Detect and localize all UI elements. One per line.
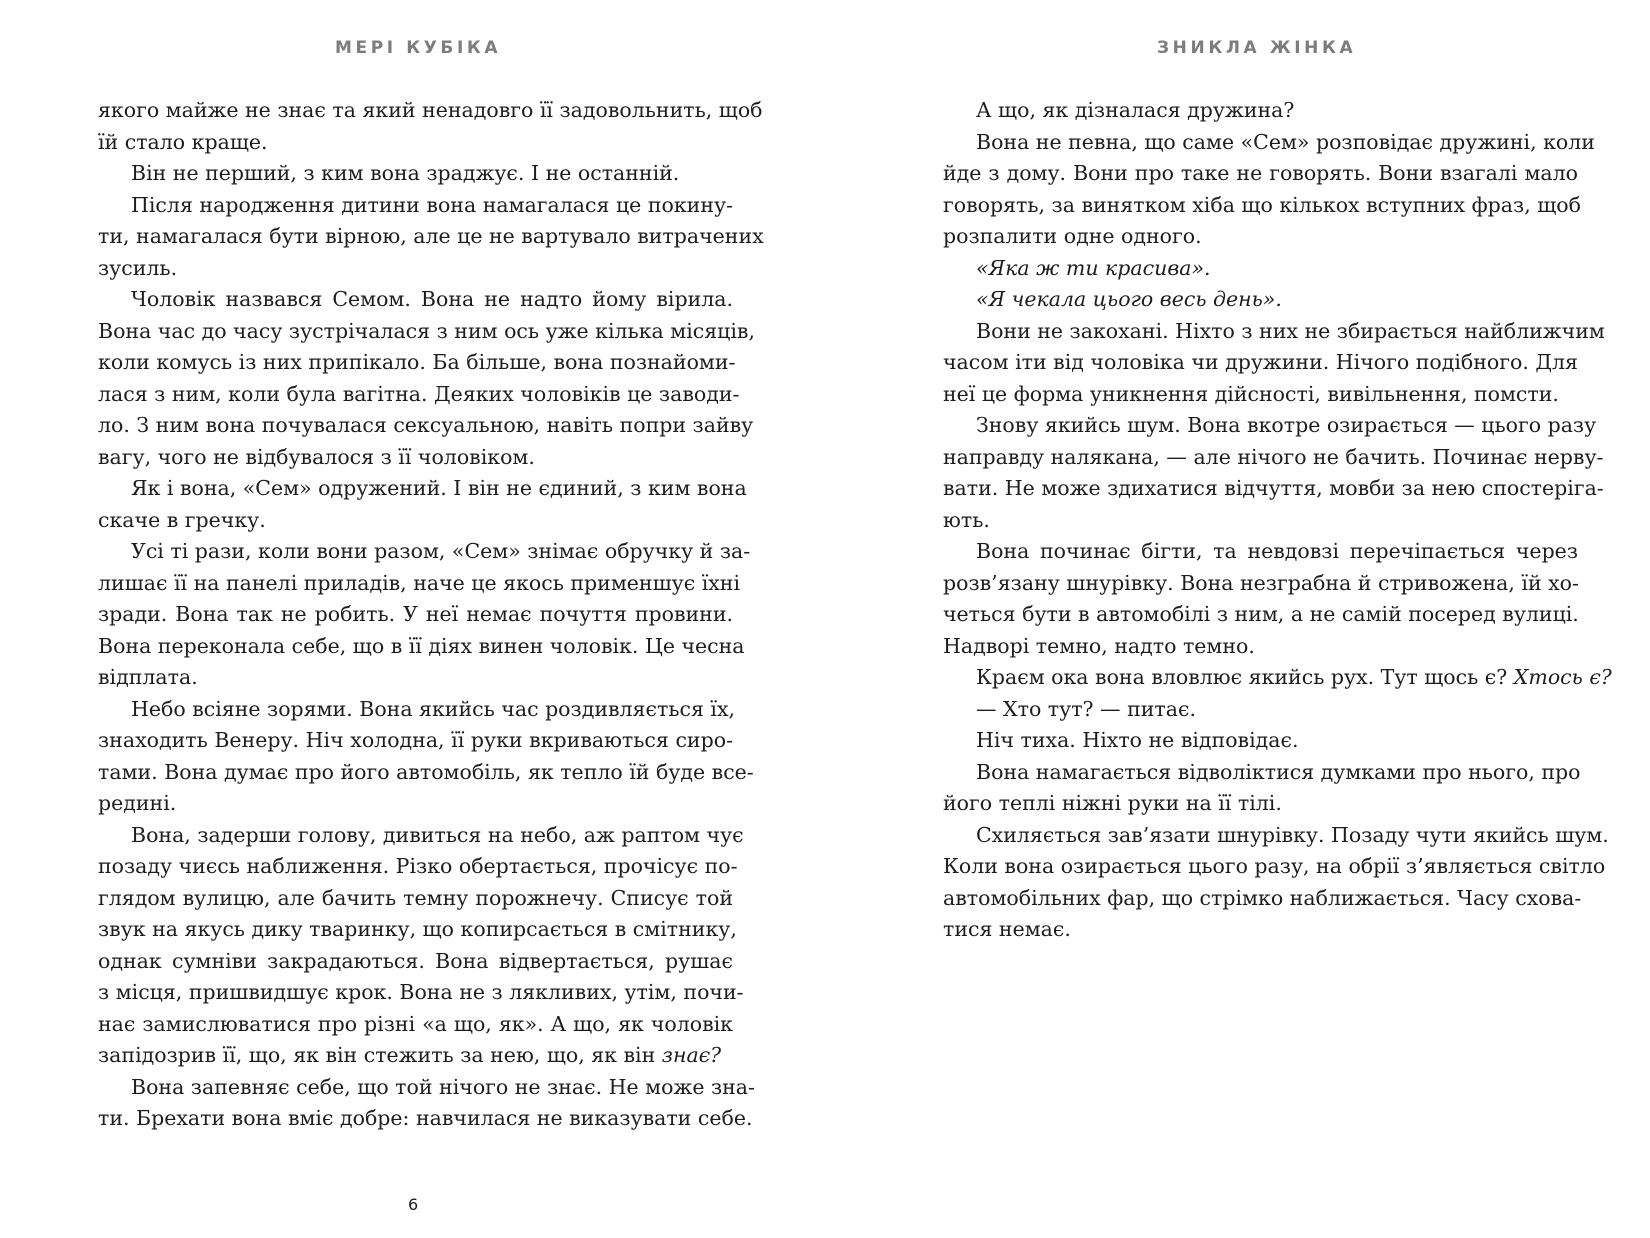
- text-line: ють.: [943, 507, 990, 532]
- text-line: позаду чиєсь наближення. Різко обертається, прочісує по-: [98, 854, 738, 878]
- text-line: Усі ті рази, коли вони разом, «Сем» знімає обручку й за-: [131, 539, 751, 563]
- text-line: четься бути в автомобілі з ним, а не самій посеред вулиці.: [943, 602, 1579, 626]
- text-line: розв’язану шнурівку. Вона незграбна й стривожена, їй хо-: [943, 570, 1579, 595]
- text-line: Після народження дитини вона намагалася це покину-: [131, 192, 733, 217]
- text-line: запідозрив її, що, як він стежить за нею, що, як він знає?: [98, 1043, 722, 1067]
- text-line: Знову якийсь шум. Вона вкотре озирається — цього разу: [976, 413, 1597, 437]
- text-line: [943, 253, 1578, 285]
- text-line: Коли вона озирається цього разу, на обрії з’являється світло: [943, 854, 1606, 878]
- left-page-body: [98, 95, 764, 1135]
- text-line: Надворі темно, надто темно.: [943, 633, 1255, 658]
- text-line: Вона запевняє себе, що той нічого не знає. Не може зна-: [131, 1074, 755, 1099]
- text-line: коли комусь із них припікало. Ба більше, вона познайоми-: [98, 350, 736, 374]
- text-line: Він не перший, з ким вона зраджує. І не останній.: [131, 161, 680, 185]
- emphasis-text: знає?: [661, 1043, 722, 1067]
- right-page-body: [943, 95, 1612, 946]
- running-head-title: ЗНИКЛА ЖІНКА: [1157, 38, 1357, 58]
- right-page: [825, 0, 1650, 1238]
- text-line: Небо всіяне зорями. Вона якийсь час роздивляється їх,: [131, 696, 736, 721]
- text-line: знаходить Венеру. Ніч холодна, її руки вкриваються сиро-: [98, 728, 733, 752]
- text-line: звук на якусь дику тваринку, що копирсається в смітнику,: [98, 917, 737, 941]
- text-line: зусиль.: [98, 255, 178, 280]
- text-line: Вона час до часу зустрічалася з ним ось уже кілька місяців,: [98, 318, 755, 343]
- text-line: глядом вулицю, але бачить темну порожнечу. Списує той: [98, 885, 733, 910]
- text-line: його теплі ніжні руки на її тілі.: [943, 791, 1282, 815]
- text-line: їй стало краще.: [98, 129, 268, 154]
- text-line: говорять, за винятком хіба що кількох вступних фраз, щоб: [943, 192, 1581, 217]
- text-line: Вона, задерши голову, дивиться на небо, аж раптом чує: [131, 822, 744, 847]
- text-line: [943, 284, 1578, 316]
- text-line: вагу, чого не відбувалося з її чоловіком.: [98, 444, 535, 469]
- text-line: Схиляється зав’язати шнурівку. Позаду чути якийсь шум.: [976, 822, 1609, 847]
- text-line: скаче в гречку.: [98, 507, 266, 532]
- text-line: тами. Вона думає про його автомобіль, як тепло їй буде все-: [98, 759, 754, 784]
- emphasis-text: «Я чекала цього весь день».: [976, 287, 1282, 311]
- text-line: відплата.: [98, 665, 198, 689]
- text-line: ти, намагалася бути вірною, але це не вартувало витрачених: [98, 224, 764, 248]
- text-line: вати. Не може здихатися відчуття, мовби за нею спостеріга-: [943, 476, 1604, 500]
- text-line: направду налякана, — але нічого не бачить. Починає нерву-: [943, 444, 1604, 469]
- text-line: з місця, пришвидшує крок. Вона не з лякливих, утім, почи-: [98, 980, 744, 1004]
- emphasis-text: «Яка ж ти красива».: [976, 255, 1211, 280]
- running-head-author: МЕРІ КУБІКА: [335, 38, 502, 58]
- text-line: А що, як дізналася дружина?: [976, 98, 1295, 122]
- text-line: йде з дому. Вони про таке не говорять. Вони взагалі мало: [943, 161, 1578, 185]
- text-line: Вона починає бігти, та невдовзі перечіпається через: [976, 539, 1578, 563]
- page-number: 6: [408, 1195, 419, 1214]
- text-line: однак сумніви закрадаються. Вона відвертається, рушає: [98, 948, 733, 973]
- text-line: Як і вона, «Сем» одружений. І він не єдиний, з ким вона: [131, 476, 747, 500]
- text-line: тися немає.: [943, 917, 1071, 941]
- text-line: Чоловік назвався Семом. Вона не надто йому вірила.: [131, 287, 733, 311]
- text-line: — Хто тут? — питає.: [976, 696, 1196, 721]
- text-line: нає замислюватися про різні «а що, як». А що, як чоловік: [98, 1011, 733, 1036]
- text-line: автомобільних фар, що стрімко наближається. Часу схова-: [943, 885, 1582, 910]
- text-line: ти. Брехати вона вміє добре: навчилася не виказувати себе.: [98, 1106, 753, 1130]
- text-line: Ніч тиха. Ніхто не відповідає.: [976, 728, 1299, 752]
- text-line: неї це форма уникнення дійсності, вивільнення, помсти.: [943, 381, 1559, 406]
- text-line: Вона не певна, що саме «Сем» розповідає дружині, коли: [976, 129, 1595, 154]
- text-line: якого майже не знає та який ненадовго її задовольнить, щоб: [98, 98, 763, 122]
- emphasis-text: Хтось є?: [1513, 665, 1612, 689]
- text-line: лася з ним, коли була вагітна. Деяких чоловіків це заводи-: [98, 381, 740, 406]
- text-line: Вона намагається відволіктися думками про нього, про: [976, 759, 1581, 784]
- text-line: лишає її на панелі приладів, наче це якось применшує їхні: [98, 570, 741, 595]
- text-line: розпалити одне одного.: [943, 224, 1202, 248]
- text-line: Вона переконала себе, що в її діях винен чоловік. Це чесна: [98, 633, 745, 658]
- text-line: часом іти від чоловіка чи дружини. Нічого подібного. Для: [943, 350, 1578, 374]
- text-line: Краєм ока вона вловлює якийсь рух. Тут щось є? Хтось є?: [976, 665, 1612, 689]
- text-line: Вони не закохані. Ніхто з них не збирається найближчим: [976, 318, 1605, 343]
- text-line: зради. Вона так не робить. У неї немає почуття провини.: [98, 602, 733, 626]
- text-line: редині.: [98, 791, 177, 815]
- text-line: ло. З ним вона почувалася сексуальною, навіть попри зайву: [98, 413, 754, 437]
